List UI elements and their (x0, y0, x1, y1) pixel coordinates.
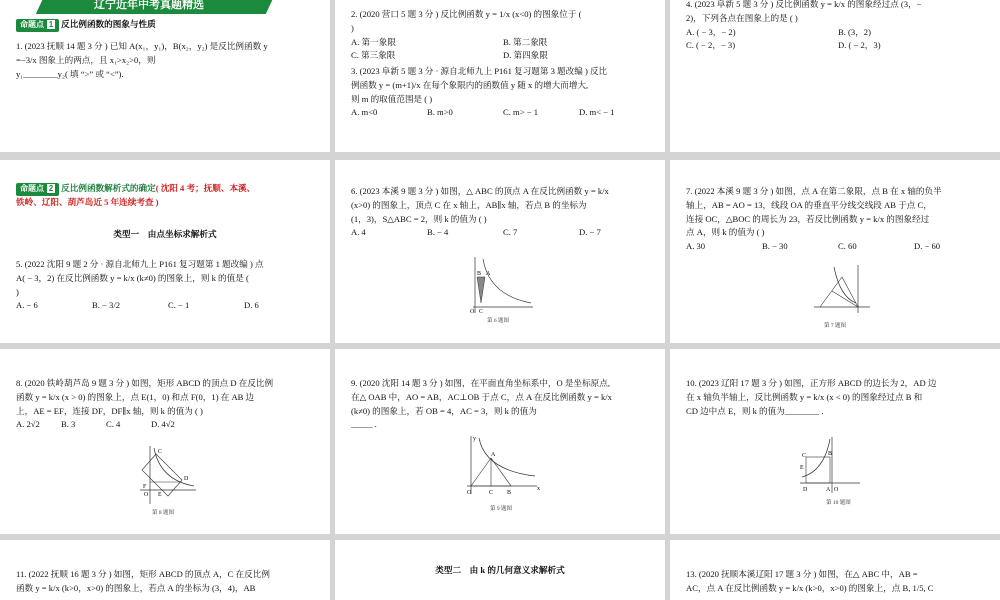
option[interactable]: D. − 60 (914, 241, 941, 251)
svg-text:O: O (467, 490, 472, 496)
type-heading: 类型一 由点坐标求解析式 (113, 229, 217, 239)
option[interactable]: A. 4 (351, 227, 366, 238)
svg-text:D: D (803, 487, 808, 493)
svg-text:O: O (470, 309, 475, 315)
question-5: 5. (2022 沈阳 9 题 2 分 · 源自北师九上 P161 复习题第 1 题改编 ) 点 A( − 3，2) 在反比例函数 y = k/x (k≠0) 的图象上，则 k 的值是 ( ) A. − 6 B. − 3/2 C. − 1 D. 6 (16, 258, 320, 313)
svg-text:B: B (507, 490, 512, 496)
option[interactable]: C. 4 (106, 419, 121, 430)
option[interactable]: D. m< − 1 (579, 107, 615, 118)
option[interactable]: D. 第四象限 (503, 50, 548, 61)
svg-text:D: D (184, 476, 189, 482)
question-6: 6. (2023 本溪 9 题 3 分 ) 如图，△ ABC 的顶点 A 在反比例函数 y = k/x (x>0) 的图象上，顶点 C 在 x 轴上，AB∥x 轴，若点 B 的坐标为 (1，3)，S△ABC = 2，则 k 的值为 ( ) A. 4 B. − 4 C. 7 D. − 7 (351, 185, 655, 240)
question-2: 2. (2020 营口 5 题 3 分 ) 反比例函数 y = 1/x (x<0) 的图象位于 ( ) A. 第一象限 B. 第二象限 C. 第三象限 D. 第四象限 3. (2023 阜新 5 题 3 分 · 源自北师九上 P161 复习题第 3 题改编 ) 反比 例函数 y = (m+1)/x 在每个象限内的函数值 y 随 x 的增大而增大, 则 m 的取值范围是 ( ) A. m<0 B. m>0 C. m> − 1 D. m< − 1 (351, 8, 655, 120)
svg-text:O: O (834, 487, 839, 493)
option[interactable]: B. − 3/2 (92, 300, 121, 311)
q2-options (351, 36, 655, 64)
option[interactable]: C. 7 (503, 227, 518, 238)
svg-text:A: A (491, 452, 496, 458)
question-4: 4. (2023 阜新 5 题 3 分 ) 反比例函数 y = k/x 的图象经过点 (3，− 2)，下列各点在图象上的是 ( ) A. ( − 3，− 2) B. (3，2) C. ( − 2，− 3) D. ( − 2，3) (686, 0, 990, 53)
figure-caption: 第 6 题图 (487, 318, 510, 324)
option[interactable]: B. 3 (61, 419, 76, 430)
option[interactable]: B. (3，2) (838, 26, 871, 37)
figure-9 (463, 434, 543, 500)
slide-12 (670, 540, 1000, 600)
svg-text:A: A (486, 271, 491, 277)
figure-6 (465, 255, 535, 315)
topic-tag: 命题点 1 (16, 19, 59, 32)
option[interactable]: A. − 6 (16, 300, 38, 311)
question-9: 9. (2020 沈阳 14 题 3 分 ) 如图，在平面直角坐标系中，O 是坐标原点, 在△ OAB 中，AO = AB，AC⊥OB 于点 C，点 A 在反比例函数 y = k/x (k≠0) 的图象上，若 OB = 4，AC = 3，则 k 的值为 _____ . (351, 378, 612, 430)
option[interactable]: D. − 7 (579, 227, 601, 238)
question-8: 8. (2020 铁岭葫芦岛 9 题 3 分 ) 如图，矩形 ABCD 的顶点 D 在反比例 函数 y = k/x (x > 0) 的图象上，点 E(1，0) 和点 F(0，1) 在 AB 边 上，AE = EF，连接 DF，DF∥x 轴，则 k 的值为 ( ) A. 2√2 B. 3 C. 4 D. 4√2 (16, 377, 320, 432)
option[interactable]: A. 第一象限 (351, 36, 396, 47)
question-1: 1. (2023 抚顺 14 题 3 分 ) 已知 A(x₁，y₁)，B(x₂，y₂) 是反比例函数 y =−3/x 图象上的两点，且 x₁>x₂>0，则 y₁________y₂( 填 “>” 或 “<”). (16, 41, 268, 79)
svg-text:E: E (800, 465, 804, 471)
svg-text:E: E (158, 492, 162, 498)
banner-title: 辽宁近年中考真题精选 (94, 0, 204, 11)
slide-11 (335, 540, 665, 600)
option[interactable]: A. m<0 (351, 107, 378, 118)
svg-text:O: O (144, 492, 149, 498)
svg-text:F: F (143, 484, 147, 490)
slide-6 (670, 160, 1000, 343)
slide-8 (335, 349, 665, 534)
figure-8 (138, 444, 198, 506)
slide-4: 命题点 2 反比例函数解析式的确定( 沈阳 4 考；抚顺、本溪、 铁岭、辽阳、葫芦岛近 5 年连续考查 ) 类型一 由点坐标求解析式 5. (2022 沈阳 9 题 2 分 · 源自北师九上 P161 复习题第 1 题改编 ) 点 A( − 3，2) 在反比例函数 y = k/x (k≠0) 的图象上，则 k 的值是 ( ) A. − 6 B. − 3/2 C. − 1 D. 6 (0, 160, 330, 343)
option[interactable]: B. m>0 (427, 107, 453, 118)
option[interactable]: B. 第二象限 (503, 36, 548, 47)
svg-text:x: x (537, 486, 540, 492)
option[interactable]: B. − 30 (762, 241, 788, 251)
topic-title: 反比例函数解析式的确定 (61, 183, 156, 193)
svg-text:C: C (489, 490, 494, 496)
option[interactable]: D. 4√2 (151, 419, 175, 430)
slide-1 (0, 0, 330, 152)
svg-text:y: y (473, 436, 476, 442)
slide-2 (335, 0, 665, 152)
option[interactable]: A. ( − 3，− 2) (686, 26, 736, 37)
question-13: 13. (2020 抚顺本溪辽阳 17 题 3 分 ) 如图，在△ ABC 中，AB = AC，点 A 在反比例函数 y = k/x (k>0，x>0) 的图象上，点 B, 1/5, C (686, 569, 934, 593)
option[interactable]: B. − 4 (427, 227, 449, 238)
figure-caption: 第 7 题图 (824, 323, 847, 329)
svg-text:B: B (477, 271, 482, 277)
slide-3 (670, 0, 1000, 152)
option[interactable]: A. 2√2 (16, 419, 40, 430)
slide-9 (670, 349, 1000, 534)
option[interactable]: C. ( − 2，− 3) (686, 40, 736, 51)
option[interactable]: C. − 1 (168, 300, 190, 311)
option[interactable]: D. 6 (244, 300, 259, 311)
svg-text:C: C (479, 309, 484, 315)
option[interactable]: A. 30 (686, 241, 706, 251)
option[interactable]: D. ( − 2，3) (838, 40, 881, 51)
question-10: 10. (2023 辽阳 17 题 3 分 ) 如图，正方形 ABCD 的边长为 2，AD 边 在 x 轴负半轴上，反比例函数 y = k/x (x < 0) 的图象经过点 B 和 CD 边中点 E，则 k 的值为________ . (686, 378, 937, 416)
question-11: 11. (2022 抚顺 16 题 3 分 ) 如图，矩形 ABCD 的顶点 A，C 在反比例 函数 y = k/x (k>0，x>0) 的图象上，若点 A 的坐标为 (3，4)，AB (16, 569, 270, 593)
slide-7 (0, 349, 330, 534)
option[interactable]: C. m> − 1 (503, 107, 539, 118)
option[interactable]: C. 第三象限 (351, 50, 396, 61)
svg-text:C: C (802, 453, 807, 459)
svg-text:A: A (826, 487, 831, 493)
slide-5 (335, 160, 665, 343)
svg-text:C: C (158, 449, 163, 455)
option[interactable]: C. 60 (838, 241, 857, 251)
q3-options (351, 106, 655, 120)
figure-10 (798, 435, 862, 497)
question-7: 7. (2022 本溪 9 题 3 分 ) 如图，点 A 在第二象限，点 B 在 x 轴的负半 轴上，AB = AO = 13，线段 OA 的垂直平分线交线段 AB 于点 C， 连接 OC，△BOC 的周长为 23，若反比例函数 y = k/x 的图象经过 点 A，则 k 的值为 ( ) A. 30 B. − 30 C. 60 D. − 60 (686, 185, 990, 254)
figure-caption: 第 10 题图 (826, 500, 851, 506)
topic-title: 反比例函数的图象与性质 (61, 19, 156, 29)
type-heading: 类型二 由 k 的几何意义求解析式 (435, 565, 565, 575)
figure-caption: 第 8 题图 (152, 510, 175, 516)
slide-10 (0, 540, 330, 600)
figure-caption: 第 9 题图 (490, 506, 513, 512)
topic-tag: 命题点 2 (16, 183, 59, 196)
figure-7 (812, 263, 872, 315)
svg-text:B: B (828, 451, 833, 457)
